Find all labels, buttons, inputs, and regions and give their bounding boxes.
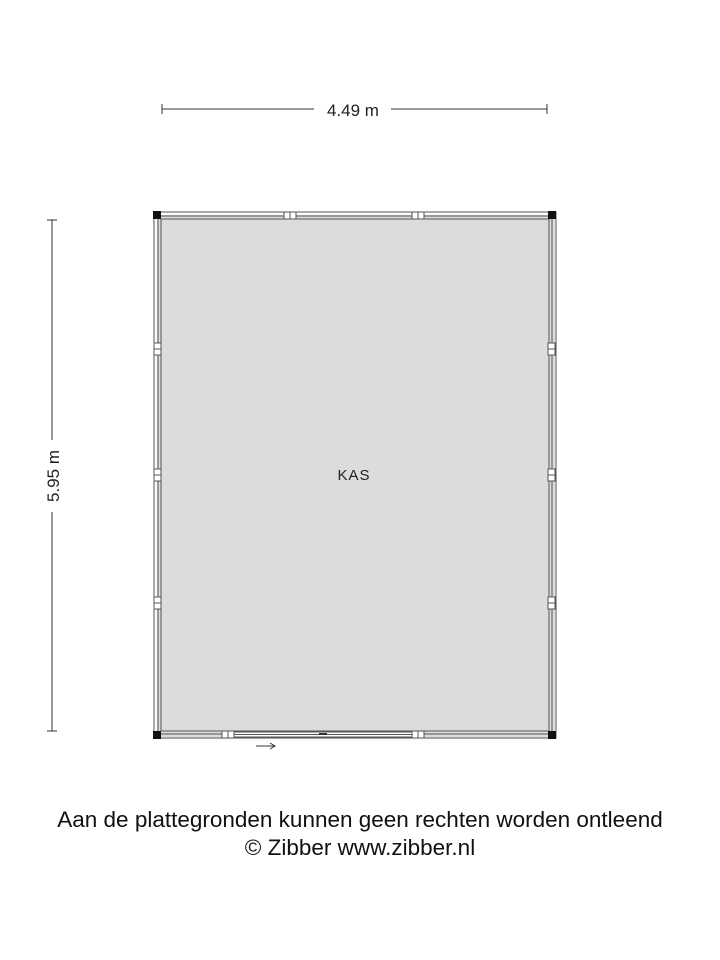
footer [0,806,720,862]
room-label: KAS [337,467,371,484]
sliding-door-arrow-icon [256,743,275,749]
width-dimension-label: 4.49 m [327,101,379,120]
copyright-text: © Zibber www.zibber.nl [244,835,476,860]
disclaimer-text: Aan de plattegronden kunnen geen rechten worden ontleend [57,807,663,832]
width-dimension [162,101,547,120]
height-dimension [44,220,63,731]
height-dimension-label: 5.95 m [44,450,63,502]
sliding-door [234,732,412,737]
